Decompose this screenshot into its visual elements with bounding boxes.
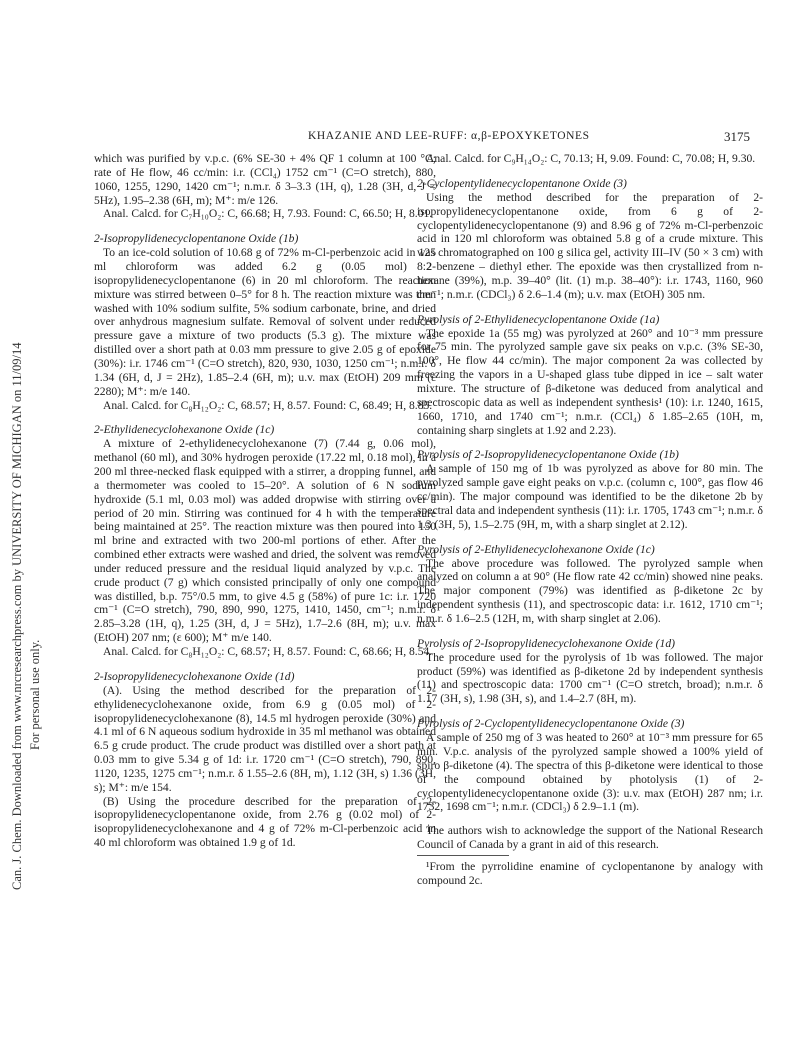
running-head: KHAZANIE AND LEE-RUFF: α,β-EPOXYKETONES	[308, 130, 590, 142]
section-heading: Pyrolysis of 2-Isopropylidenecyclohexanone Oxide (1d)	[417, 636, 675, 650]
paragraph: (A). Using the method described for the preparation of 2-ethylidenecyclohexanone oxide, from 6.9 g (0.05 mol) of 2-isopropylidenecyclohexanone (8), 14.5 ml hydrogen peroxide (30%) and 4.1 ml of 6 N aqueous sodium hydroxide in 35 ml methanol was obtained 6.5 g crude product. The crude product was distilled over a short path at 0.03 mm to give 5.34 g of 1d: i.r. 1720 cm⁻¹ (C=O stretch), 790, 890, 1120, 1235, 1275 cm⁻¹; n.m.r. δ 1.55–2.6 (8H, m), 1.12 (3H, s) 1.36 (3H, s); M⁺: m/e 154.	[94, 683, 436, 794]
personal-use-notice: For personal use only.	[28, 639, 42, 750]
section-heading: Pyrolysis of 2-Ethylidenecyclopentanone Oxide (1a)	[417, 312, 660, 326]
section-heading: 2-Isopropylidenecyclopentanone Oxide (1b)	[94, 232, 299, 246]
paragraph: The above procedure was followed. The pyrolyzed sample when analyzed on column a at 90° (He flow rate 42 cc/min) showed nine peaks. The major component (79%) was identified as β-diketone 2c by independent synthesis (11), and spectroscopic data: i.r. 1612, 1710 cm⁻¹; n.m.r. δ 1.6–2.5 (12H, m, with sharp singlet at 2.06).	[417, 556, 763, 625]
paragraph: A sample of 250 mg of 3 was heated to 260° at 10⁻³ mm pressure for 65 min. V.p.c. analysis of the pyrolyzed sample showed a 100% yield of spiro β-diketone (4). The spectra of this β-diketone were identical to those of the compound obtained by photolysis (1) of 2-cyclopentylidenecyclopentanone oxide (3): u.v. max (EtOH) 287 nm; i.r. 1732, 1698 cm⁻¹; n.m.r. (CDCl₃) δ 2.9–1.1 (m).	[417, 731, 763, 814]
paragraph: (B) Using the procedure described for the preparation of 2-isopropylidenecyclopentanone oxide, from 2.76 g (0.02 mol) of 2-isopropylidenecyclohexanone and 4 g of 72% m-Cl-perbenzoic acid in 40 ml chloroform was obtained 1.9 g of 1d.	[94, 794, 436, 850]
download-notice: Can. J. Chem. Downloaded from www.nrcresearchpress.com by UNIVERSITY OF MICHIGAN on 11/09/14	[10, 342, 24, 890]
paragraph: Using the method described for the preparation of 2-isopropylidenecyclopentanone oxide, from 6 g of 2-cyclopentylidenecyclopentanone (9) and 8.96 g of 72% m-Cl-perbenzoic acid in 120 ml chloroform was obtained 5.8 g of a crude mixture. This was chromatographed on 100 g silica gel, activity III–IV (50 × 3 cm) with 8:2 benzene – diethyl ether. The epoxide was then crystallized from n-hexane (39%), m.p. 39–40° (lit. (1) m.p. 38–40°): i.r. 1743, 1160, 960 cm⁻¹; n.m.r. (CDCl₃) δ 2.6–1.4 (m); u.v. max (EtOH) 305 nm.	[417, 190, 763, 301]
left-column	[94, 152, 436, 850]
page-number: 3175	[724, 129, 750, 144]
analysis-paragraph: Anal. Calcd. for C₈H₁₂O₂: C, 68.57; H, 8.57. Found: C, 68.66; H, 8.54.	[103, 645, 433, 658]
paragraph: To an ice-cold solution of 10.68 g of 72% m-Cl-perbenzoic acid in 125 ml chloroform was added 6.2 g (0.05 mol) 2-isopropylidenecyclopentanone (6) in 20 ml chloroform. The reaction mixture was stirred between 0–5° for 8 h. The reaction mixture was then washed with 10% sodium sulfite, 5% sodium carbonate, brine, and dried over anhydrous magnesium sulfate. Removal of solvent under reduced pressure gave a mixture of two products (5.3 g). The mixture was distilled over a short path at 0.03 mm pressure to give 2.05 g of epoxide (30%): i.r. 1746 cm⁻¹ (C=O stretch), 820, 930, 1030, 1250 cm⁻¹; n.m.r. δ 1.34 (6H, d, J = 2Hz), 1.85–2.4 (6H, m); u.v. max (EtOH) 209 mm (ε 2280); M⁺: m/e 140.	[94, 246, 436, 398]
footnote-divider	[417, 855, 509, 856]
analysis-paragraph: Anal. Calcd. for C₇H₁₀O₂: C, 66.68; H, 7.93. Found: C, 66.50; H, 8.01.	[103, 207, 433, 221]
paragraph: which was purified by v.p.c. (6% SE-30 + 4% QF 1 column at 100 °C; rate of He flow, 46 cc/min: i.r. (CCl₄) 1752 cm⁻¹ (C=O stretch), 880, 1060, 1255, 1290, 1420 cm⁻¹; n.m.r. δ 3–3.3 (1H, q), 1.28 (3H, d, J = 5Hz), 1.95–2.38 (6H, m); M⁺: m/e 126.	[94, 152, 436, 207]
section-heading: 2-Isopropylidenecyclohexanone Oxide (1d)	[94, 669, 295, 683]
section-heading: 2-Ethylidenecyclohexanone Oxide (1c)	[94, 423, 275, 437]
section-heading: 2-Cyclopentylidenecyclopentanone Oxide (3)	[417, 176, 627, 190]
section-heading: Pyrolysis of 2-Ethylidenecyclohexanone Oxide (1c)	[417, 542, 655, 556]
analysis-paragraph: Anal. Calcd. for C₉H₁₄O₂: C, 70.13; H, 9.09. Found: C, 70.08; H, 9.30.	[426, 152, 756, 165]
footnote: ¹From the pyrrolidine enamine of cyclopentanone by analogy with compound 2c.	[417, 859, 763, 887]
download-watermark	[2, 190, 54, 890]
paragraph: A sample of 150 mg of 1b was pyrolyzed as above for 80 min. The pyrolyzed sample gave eight peaks on v.p.c. (column c, 100°, gas flow 46 cc/min). The major compound was identified to be the diketone 2b by spectral data and independent synthesis (11): i.r. 1705, 1743 cm⁻¹; n.m.r. δ 1.3 (3H, 5), 1.5–2.75 (9H, m, with a sharp singlet at 2.12).	[417, 462, 763, 531]
paragraph: The procedure used for the pyrolysis of 1b was followed. The major product (59%) was identified as β-diketone 2d by independent synthesis (11) and spectroscopic data: 1700 cm⁻¹ (C=O stretch, broad); n.m.r. δ 1.17 (3H, s), 1.98 (3H, s), and 1.4–2.7 (8H, m).	[417, 650, 763, 706]
acknowledgement: The authors wish to acknowledge the support of the National Research Council of Canada by a grant in aid of this research.	[417, 824, 763, 852]
section-heading: Pyrolysis of 2-Cyclopentylidenecyclopentanone Oxide (3)	[417, 717, 685, 731]
analysis-paragraph: Anal. Calcd. for C₈H₁₂O₂: C, 68.57; H, 8.57. Found: C, 68.49; H, 8.85.	[103, 398, 433, 412]
right-column	[417, 152, 763, 888]
section-heading: Pyrolysis of 2-Isopropylidenecyclopentanone Oxide (1b)	[417, 448, 679, 462]
paragraph: The epoxide 1a (55 mg) was pyrolyzed at 260° and 10⁻³ mm pressure for 75 min. The pyrolyzed sample gave six peaks on v.p.c. (3% SE-30, 100°, He flow 44 cc/min). The major component 2a was collected by freezing the vapors in a U-shaped glass tube dipped in ice – salt water mixture. The structure of β-diketone was deduced from analytical and spectroscopic data as well as independent synthesis¹ (10): i.r. 1240, 1615, 1660, 1710, and 1740 cm⁻¹; n.m.r. (CCl₄) δ 1.85–2.65 (10H, m, containing sharp singlets at 1.92 and 2.23).	[417, 326, 763, 437]
paragraph: A mixture of 2-ethylidenecyclohexanone (7) (7.44 g, 0.06 mol), methanol (60 ml), and 30% hydrogen peroxide (17.22 ml, 0.18 mol), in a 200 ml three-necked flask equipped with a stirrer, a dropping funnel, and a thermometer was cooled to 15–20°. A solution of 6 N sodium hydroxide (5.1 ml, 0.03 mol) was added dropwise with stirring over a period of 20 min. Stirring was continued for 4 h with the temperature being maintained at 25°. The reaction mixture was then poured into 150 ml brine and extracted with two 200-ml portions of ether. After the combined ether extracts were washed and dried, the solvent was removed under reduced pressure and the residual liquid analyzed by v.p.c. The crude product (7 g) which consisted principally of only one compound was distilled, b.p. 75°/0.5 mm, to give 4.5 g (58%) of pure 1c: i.r. 1720 cm⁻¹ (C=O stretch), 790, 890, 990, 1275, 1410, 1450, cm⁻¹; n.m.r. δ 2.85–3.28 (1H, q), 1.25 (3H, d, J = 5Hz), 1.7–2.6 (8H, m); u.v. max (EtOH) 207 nm; (ε 600); M⁺ m/e 140.	[94, 437, 436, 645]
